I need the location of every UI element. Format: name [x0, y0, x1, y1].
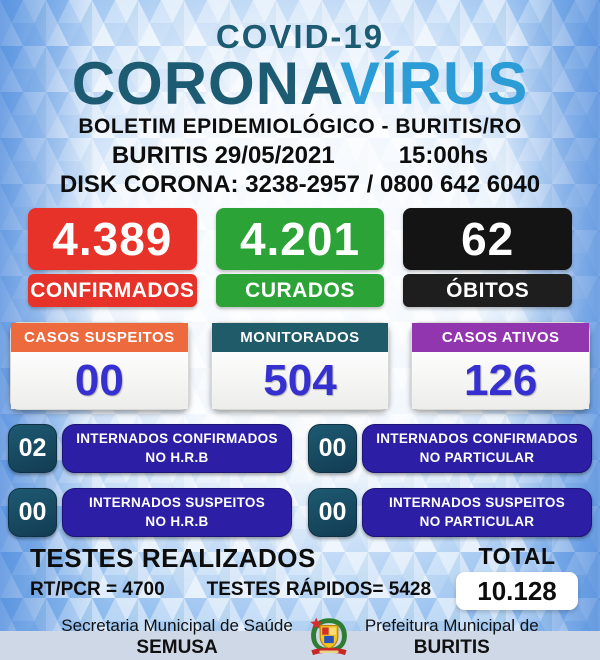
confirmed-card [28, 208, 197, 307]
hospitalized-confirmed-hrb [8, 424, 292, 473]
tests-title: TESTES REALIZADOS [30, 543, 316, 574]
tests-section [0, 543, 600, 610]
rt-pcr-value: RT/PCR = 4700 [30, 579, 165, 601]
suspected-cases-label: CASOS SUSPEITOS [11, 323, 188, 352]
tests-left [30, 543, 431, 610]
buritis-coat-of-arms-icon [305, 615, 353, 660]
secretariat-name: Secretaria Municipal de Saúde [61, 616, 293, 636]
hospitalized-suspected-hrb-label [62, 488, 292, 537]
coronavirus-title [0, 50, 600, 117]
tests-total [456, 543, 578, 610]
coronavirus-title-light: VÍRUS [339, 50, 529, 117]
label-line2: NO PARTICULAR [419, 513, 535, 529]
primary-stats-row [0, 208, 600, 307]
label-line1: INTERNADOS SUSPEITOS [388, 495, 566, 511]
cured-card [216, 208, 385, 307]
city-hall-block [365, 616, 539, 659]
hospitalized-suspected-private-label [362, 488, 592, 537]
hospitalized-grid [0, 424, 600, 537]
date-time-line [0, 142, 600, 170]
hospitalized-confirmed-hrb-label [62, 424, 292, 473]
label-line1: INTERNADOS CONFIRMADOS [376, 431, 578, 447]
hotline-label: DISK CORONA: 3238-2957 / 0800 642 6040 [59, 171, 541, 199]
hospitalized-confirmed-private [308, 424, 592, 473]
label-line1: INTERNADOS CONFIRMADOS [76, 431, 278, 447]
label-line2: NO H.R.B [145, 449, 209, 465]
label-line2: NO H.R.B [145, 513, 209, 529]
hospitalized-confirmed-private-label [362, 424, 592, 473]
rapid-tests-value: TESTES RÁPIDOS= 5428 [206, 579, 432, 601]
active-cases-card [411, 322, 590, 410]
time-label: 15:00hs [398, 142, 489, 170]
health-secretariat-block [61, 616, 293, 659]
suspected-cases-card [10, 322, 189, 410]
hospitalized-confirmed-private-value: 00 [308, 424, 357, 473]
city-hall-name: Prefeitura Municipal de [364, 616, 539, 636]
hospitalized-suspected-private-value: 00 [308, 488, 357, 537]
monitored-value: 504 [212, 352, 389, 409]
label-line1: INTERNADOS SUSPEITOS [88, 495, 266, 511]
total-value: 10.128 [456, 572, 578, 610]
active-cases-label: CASOS ATIVOS [412, 323, 589, 352]
hospitalized-suspected-hrb [8, 488, 292, 537]
deaths-label: ÓBITOS [403, 274, 572, 307]
confirmed-value: 4.389 [28, 208, 197, 270]
secondary-stats-row [0, 322, 600, 410]
secretariat-acronym: SEMUSA [136, 637, 218, 659]
hospitalized-suspected-hrb-value: 00 [8, 488, 57, 537]
coronavirus-title-dark: CORONA [71, 50, 340, 117]
deaths-value: 62 [403, 208, 572, 270]
active-cases-value: 126 [412, 352, 589, 409]
covid-title: COVID-19 [215, 18, 385, 55]
monitored-label: MONITORADOS [212, 323, 389, 352]
city-date-label: BURITIS 29/05/2021 [111, 142, 335, 170]
tests-values-line [30, 579, 431, 601]
cured-label: CURADOS [216, 274, 385, 307]
confirmed-label: CONFIRMADOS [28, 274, 197, 307]
bulletin-subtitle: BOLETIM EPIDEMIOLÓGICO - BURITIS/RO [78, 115, 522, 139]
suspected-cases-value: 00 [11, 352, 188, 409]
label-line2: NO PARTICULAR [419, 449, 535, 465]
deaths-card [403, 208, 572, 307]
total-label: TOTAL [478, 543, 556, 570]
cured-value: 4.201 [216, 208, 385, 270]
footer [0, 615, 600, 660]
city-name: BURITIS [413, 637, 490, 659]
hospitalized-suspected-private [308, 488, 592, 537]
monitored-card [211, 322, 390, 410]
hospitalized-confirmed-hrb-value: 02 [8, 424, 57, 473]
